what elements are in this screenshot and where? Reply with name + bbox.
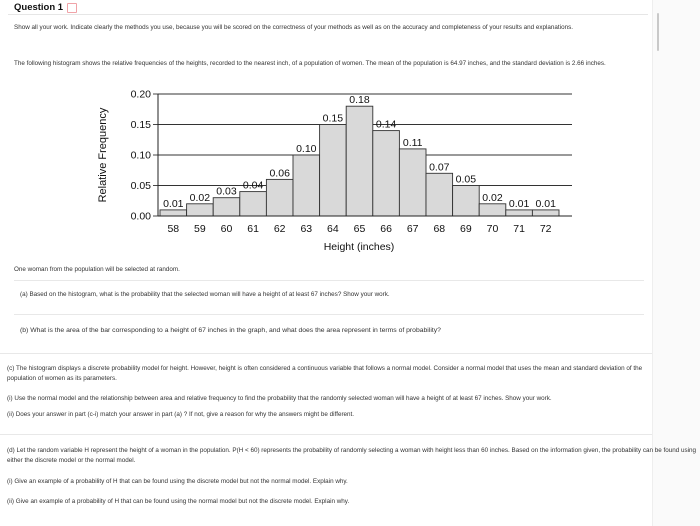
- bar-value-label: 0.14: [375, 118, 397, 131]
- section-divider: [14, 314, 644, 315]
- bar-value-label: 0.18: [349, 94, 370, 107]
- bar-value-label: 0.10: [296, 143, 317, 155]
- x-axis-label: Height (inches): [323, 241, 395, 253]
- section-divider: [0, 434, 652, 435]
- bar-value-label: 0.02: [189, 191, 211, 204]
- part-d-i-text: (i) Give an example of a probability of H that can be found using the discrete model but not the normal model. Explain why.: [7, 478, 348, 485]
- x-tick-label: 60: [220, 223, 233, 235]
- histogram-bar: [213, 198, 240, 216]
- bar-value-label: 0.02: [482, 191, 503, 204]
- histogram-bar: [532, 210, 559, 216]
- part-a-text: (a) Based on the histogram, what is the probability that the selected woman will have a height of at least 67 inches? Show your work.: [20, 291, 390, 298]
- x-tick-label: 62: [273, 223, 286, 235]
- bar-value-label: 0.11: [402, 136, 423, 149]
- section-divider: [0, 353, 652, 354]
- part-c-i-text: (i) Use the normal model and the relationship between area and relative frequency to find the probability that the randomly selected woman will have a height of at least 67 inches. Show your work.: [7, 395, 552, 402]
- scrollbar-thumb[interactable]: [657, 13, 659, 51]
- x-tick-label: 66: [380, 223, 392, 235]
- bar-value-label: 0.03: [216, 185, 237, 198]
- x-tick-label: 71: [513, 223, 525, 235]
- bar-value-label: 0.01: [163, 197, 184, 210]
- y-tick-label: 0.05: [130, 180, 151, 192]
- section-divider: [14, 280, 644, 281]
- y-axis-label: Relative Frequency: [97, 107, 109, 203]
- histogram-bar: [506, 210, 533, 216]
- histogram-bar: [240, 192, 267, 216]
- histogram-bar: [160, 210, 187, 216]
- x-tick-label: 72: [539, 223, 552, 235]
- question-title: Question 1: [14, 2, 64, 13]
- histogram-bar: [320, 125, 347, 217]
- x-tick-label: 64: [327, 223, 339, 235]
- bar-value-label: 0.05: [455, 173, 477, 186]
- part-d-ii-text: (ii) Give an example of a probability of H that can be found using the normal model but not the discrete model. Explain why.: [7, 498, 350, 505]
- histogram-bar: [399, 149, 426, 216]
- bar-value-label: 0.04: [242, 179, 264, 192]
- y-tick-label: 0.15: [130, 119, 151, 131]
- bar-value-label: 0.01: [508, 197, 530, 210]
- part-b-text: (b) What is the area of the bar corresponding to a height of 67 inches in the graph, and what does the area represent in terms of probability?: [20, 327, 441, 334]
- histogram-bar: [187, 204, 214, 216]
- x-tick-label: 65: [353, 223, 366, 235]
- x-tick-label: 63: [300, 223, 313, 235]
- x-tick-label: 67: [406, 223, 419, 235]
- histogram-bar: [479, 204, 506, 216]
- histogram-bar: [453, 186, 480, 217]
- histogram-bar: [346, 106, 373, 216]
- histogram-bar: [266, 179, 293, 216]
- histogram-bar: [293, 155, 320, 216]
- selection-note: One woman from the population will be selected at random.: [14, 266, 180, 273]
- x-tick-label: 70: [486, 223, 499, 235]
- instructions-text: Show all your work. Indicate clearly the methods you use, because you will be scored on the correctness of your methods as well as on the accuracy and completeness of your results and explanations.: [14, 24, 573, 31]
- bar-value-label: 0.06: [269, 167, 290, 180]
- part-d-text: (d) Let the random variable H represent the height of a woman in the population. P(H < 60) represents the probability of randomly selecting a woman with height less than 60 inches. Based on the information given, the probability can be found using either the discrete model or the normal model.: [7, 447, 697, 464]
- histogram-bar: [426, 173, 453, 216]
- x-tick-label: 68: [433, 223, 446, 235]
- x-tick-label: 59: [194, 223, 206, 235]
- part-c-text: (c) The histogram displays a discrete probability model for height. However, height is often considered a continuous variable that follows a normal model. Consider a normal model that uses the mean and standard deviation of the population of women as its parameters.: [7, 365, 643, 382]
- part-c-ii-text: (ii) Does your answer in part (c-i) match your answer in part (a) ? If not, give a reason for why the answers might be different.: [7, 411, 355, 418]
- bar-value-label: 0.01: [535, 197, 556, 210]
- bar-value-label: 0.15: [322, 112, 344, 125]
- x-tick-label: 58: [167, 223, 180, 235]
- y-tick-label: 0.10: [130, 149, 151, 162]
- x-tick-label: 61: [247, 223, 259, 235]
- histogram-description: The following histogram shows the relative frequencies of the heights, recorded to the nearest inch, of a population of women. The mean of the population is 64.97 inches, and the standard deviation is 2.66 inches.: [14, 60, 606, 67]
- bar-value-label: 0.07: [429, 161, 450, 174]
- y-tick-label: 0.20: [130, 88, 151, 101]
- y-tick-label: 0.00: [130, 210, 151, 223]
- x-tick-label: 69: [460, 223, 472, 235]
- histogram-bar: [373, 131, 400, 216]
